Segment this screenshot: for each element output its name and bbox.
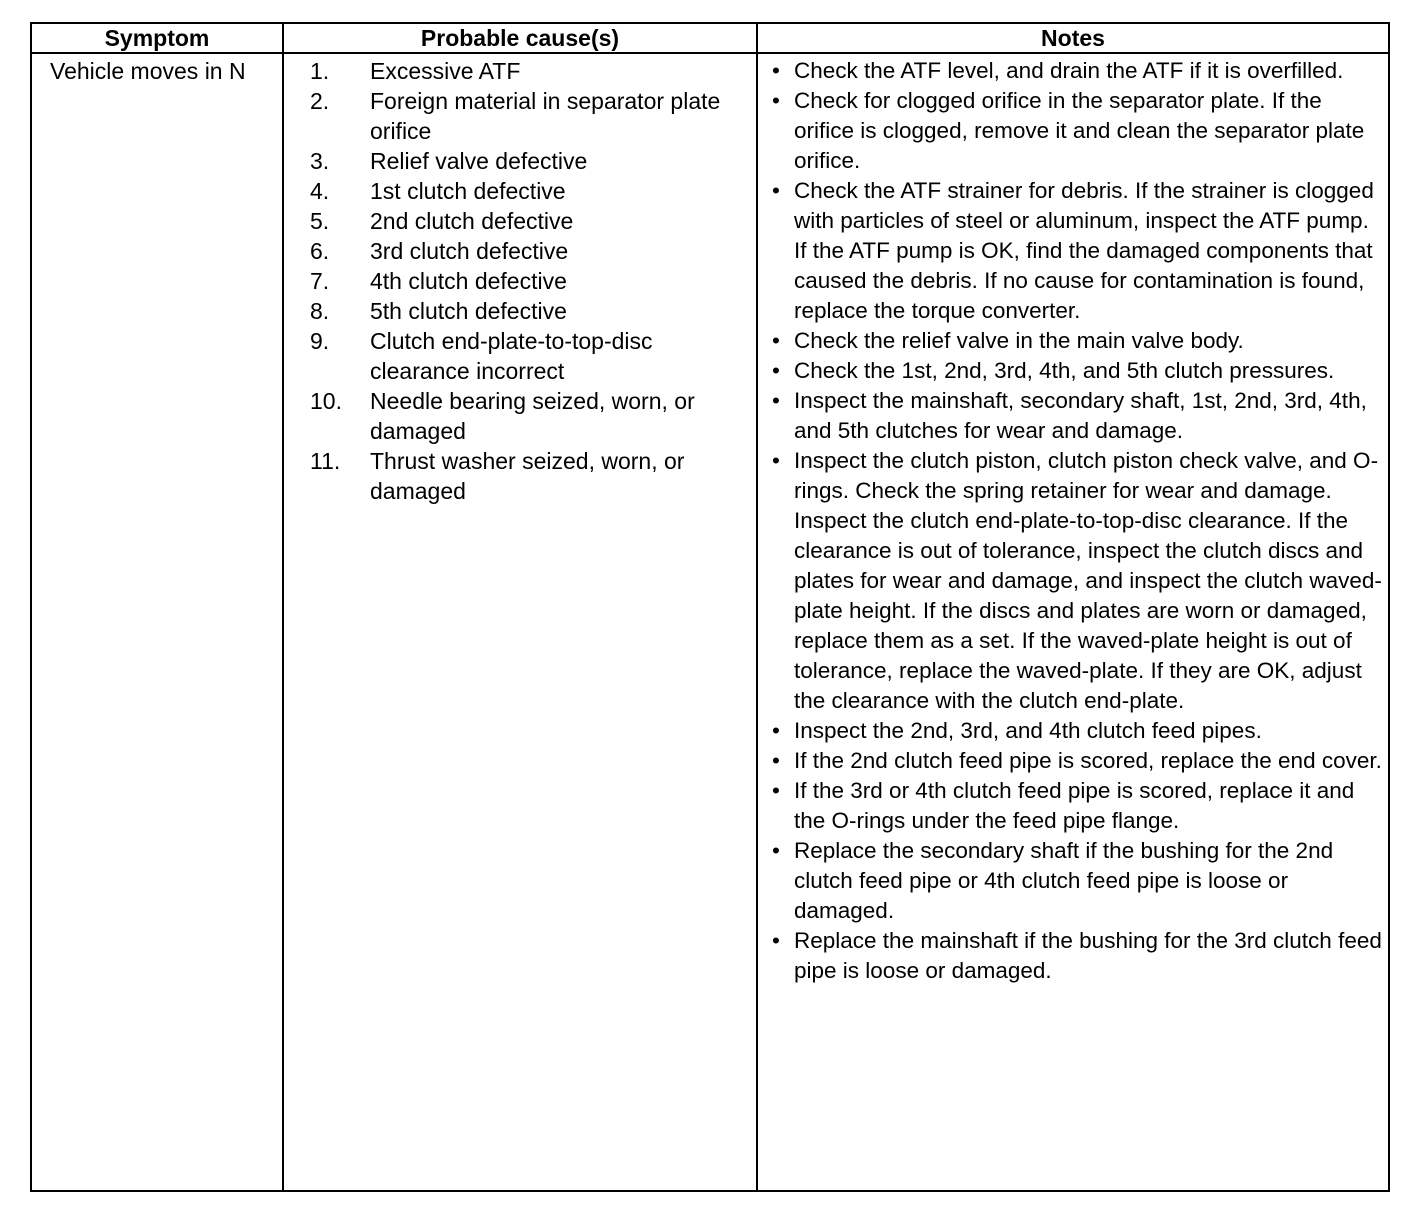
header-row xyxy=(31,23,1389,53)
cause-item xyxy=(284,446,756,506)
note-text: Check the relief valve in the main valve body. xyxy=(794,328,1244,353)
cause-number: 4. xyxy=(310,178,330,204)
bullet-icon: • xyxy=(772,178,780,203)
cause-item xyxy=(284,56,756,86)
cause-number: 1. xyxy=(310,58,330,84)
note-item xyxy=(758,326,1388,356)
cause-item xyxy=(284,176,756,206)
cause-number: 9. xyxy=(310,328,330,354)
note-text: Check for clogged orifice in the separator plate. If the orifice is clogged, remove it and clean the separator plate orifice. xyxy=(794,88,1365,173)
cause-text: 5th clutch defective xyxy=(370,298,567,324)
note-text: Inspect the 2nd, 3rd, and 4th clutch feed pipes. xyxy=(794,718,1262,743)
note-item xyxy=(758,746,1388,776)
cause-text: Relief valve defective xyxy=(370,148,588,174)
notes-header: Notes xyxy=(757,23,1389,53)
note-text: Replace the mainshaft if the bushing for the 3rd clutch feed pipe is loose or damaged. xyxy=(794,928,1382,983)
note-text: Check the ATF strainer for debris. If the strainer is clogged with particles of steel or aluminum, inspect the ATF pump. If the ATF pump is OK, find the damaged components that caused the debris. If no cause for contamination is found, replace the torque converter. xyxy=(794,178,1374,323)
note-item xyxy=(758,836,1388,926)
bullet-icon: • xyxy=(772,928,780,953)
troubleshooting-table xyxy=(30,22,1390,1192)
cause-text: Clutch end-plate-to-top-disc clearance incorrect xyxy=(370,328,653,384)
cause-text: 1st clutch defective xyxy=(370,178,566,204)
note-text: If the 2nd clutch feed pipe is scored, replace the end cover. xyxy=(794,748,1382,773)
cause-item xyxy=(284,206,756,236)
notes-list xyxy=(758,54,1388,986)
cause-item xyxy=(284,86,756,146)
symptom-text: Vehicle moves in N xyxy=(50,58,246,84)
cause-text: Excessive ATF xyxy=(370,58,521,84)
cause-item xyxy=(284,266,756,296)
cause-number: 10. xyxy=(310,388,342,414)
note-item xyxy=(758,56,1388,86)
note-item xyxy=(758,926,1388,986)
cause-number: 11. xyxy=(310,448,341,474)
cause-number: 6. xyxy=(310,238,330,264)
cause-text: 2nd clutch defective xyxy=(370,208,574,234)
cause-list xyxy=(284,54,756,506)
bullet-icon: • xyxy=(772,58,780,83)
note-item xyxy=(758,386,1388,446)
bullet-icon: • xyxy=(772,88,780,113)
cause-text: 3rd clutch defective xyxy=(370,238,569,264)
cause-number: 8. xyxy=(310,298,330,324)
table-header xyxy=(31,23,1389,53)
cause-item xyxy=(284,326,756,386)
bullet-icon: • xyxy=(772,748,780,773)
symptom-header: Symptom xyxy=(31,23,283,53)
note-text: Check the 1st, 2nd, 3rd, 4th, and 5th clutch pressures. xyxy=(794,358,1335,383)
cause-item xyxy=(284,236,756,266)
cause-item xyxy=(284,146,756,176)
cause-number: 7. xyxy=(310,268,330,294)
note-text: Check the ATF level, and drain the ATF if it is overfilled. xyxy=(794,58,1344,83)
note-text: Inspect the mainshaft, secondary shaft, 1st, 2nd, 3rd, 4th, and 5th clutches for wear and damage. xyxy=(794,388,1367,443)
table-body xyxy=(31,53,1389,1191)
bullet-icon: • xyxy=(772,448,780,473)
cause-number: 5. xyxy=(310,208,330,234)
cause-text: Thrust washer seized, worn, or damaged xyxy=(370,448,685,504)
cause-item xyxy=(284,386,756,446)
bullet-icon: • xyxy=(772,328,780,353)
cause-text: Needle bearing seized, worn, or damaged xyxy=(370,388,695,444)
notes-cell xyxy=(757,53,1389,1191)
table-row xyxy=(31,53,1389,1191)
bullet-icon: • xyxy=(772,718,780,743)
note-item xyxy=(758,176,1388,326)
cause-text: Foreign material in separator plate orifice xyxy=(370,88,721,144)
bullet-icon: • xyxy=(772,778,780,803)
cause-text: 4th clutch defective xyxy=(370,268,567,294)
note-item xyxy=(758,446,1388,716)
note-item xyxy=(758,776,1388,836)
probable-causes-cell xyxy=(283,53,757,1191)
bullet-icon: • xyxy=(772,838,780,863)
note-text: Replace the secondary shaft if the bushing for the 2nd clutch feed pipe or 4th clutch feed pipe is loose or damaged. xyxy=(794,838,1334,923)
cause-item xyxy=(284,296,756,326)
note-item xyxy=(758,356,1388,386)
cause-number: 2. xyxy=(310,88,330,114)
note-item xyxy=(758,86,1388,176)
probable-causes-header: Probable cause(s) xyxy=(283,23,757,53)
cause-number: 3. xyxy=(310,148,330,174)
bullet-icon: • xyxy=(772,388,780,413)
note-text: If the 3rd or 4th clutch feed pipe is scored, replace it and the O-rings under the feed pipe flange. xyxy=(794,778,1355,833)
symptom-cell xyxy=(31,53,283,1191)
note-text: Inspect the clutch piston, clutch piston check valve, and O-rings. Check the spring retainer for wear and damage. Inspect the clutch end-plate-to-top-disc clearance. If the clearance is out of tolerance, inspect the clutch discs and plates for wear and damage, and inspect the clutch waved-plate height. If the discs and plates are worn or damaged, replace them as a set. If the waved-plate height is out of tolerance, replace the waved-plate. If they are OK, adjust the clearance with the clutch end-plate. xyxy=(794,448,1382,713)
bullet-icon: • xyxy=(772,358,780,383)
note-item xyxy=(758,716,1388,746)
